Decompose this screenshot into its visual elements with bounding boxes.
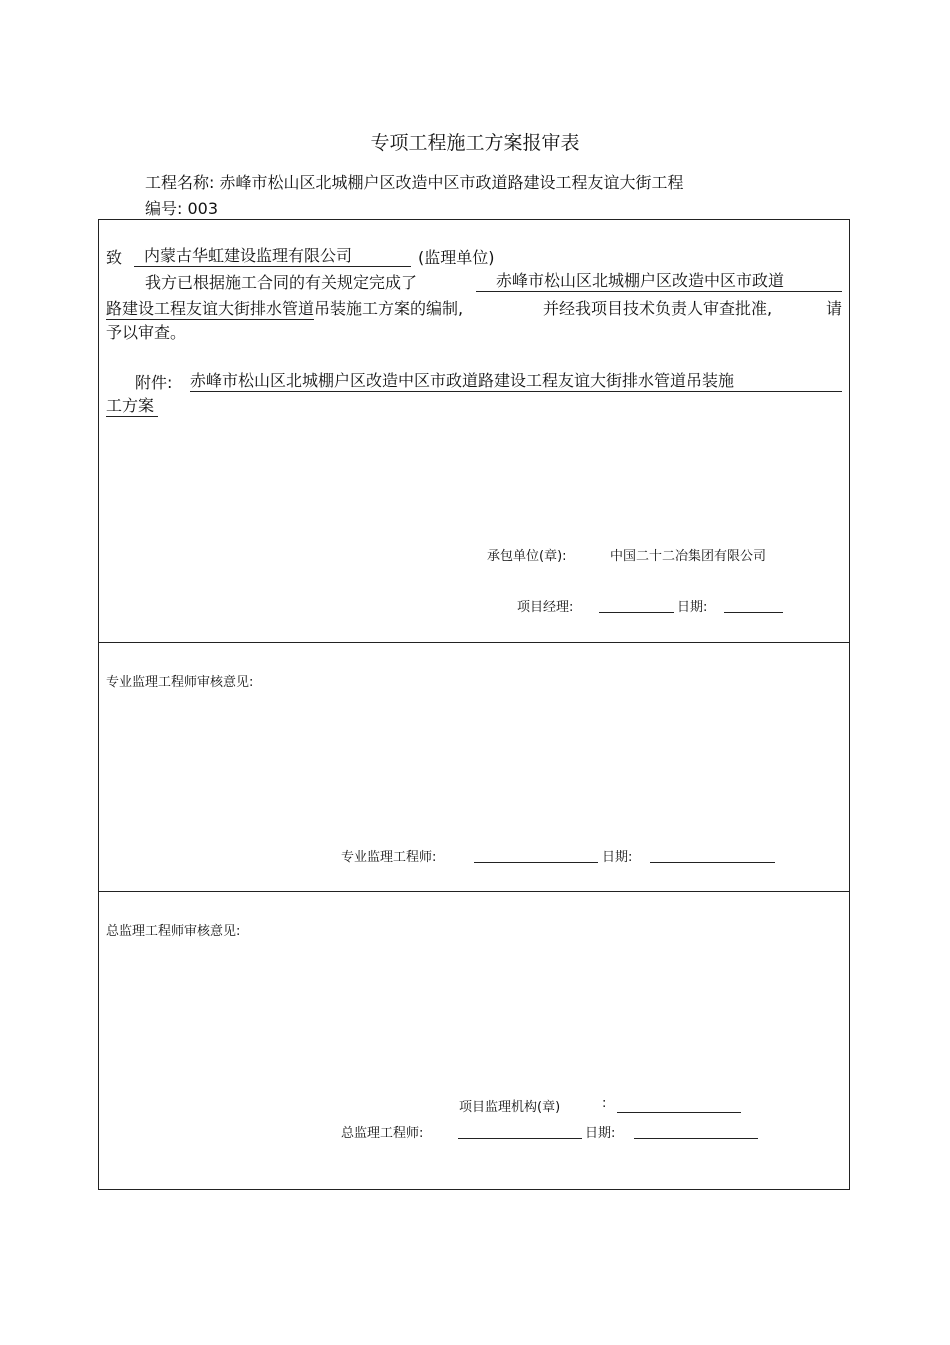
chief-engineer-label: 总监理工程师: bbox=[341, 1126, 424, 1141]
chief-review-heading: 总监理工程师审核意见: bbox=[106, 924, 241, 939]
supervision-org-blank bbox=[617, 1112, 741, 1113]
number-row bbox=[145, 196, 218, 219]
attachment-label: 附件: bbox=[135, 373, 173, 392]
supervision-org-colon: : bbox=[602, 1096, 607, 1111]
chief-date-blank bbox=[634, 1138, 758, 1139]
page-title: 专项工程施工方案报审表 bbox=[370, 132, 580, 154]
plan-name-part1: 赤峰市松山区北城棚户区改造中区市政道 bbox=[476, 270, 842, 292]
manager-date-blank bbox=[724, 612, 783, 613]
plan-name-part2: 路建设工程友谊大街排水管道 bbox=[106, 299, 315, 318]
supervision-org-label: 项目监理机构(章) bbox=[459, 1100, 561, 1115]
project-name-label: 工程名称: bbox=[145, 173, 215, 192]
project-name-value: 赤峰市松山区北城棚户区改造中区市政道路建设工程友谊大街工程 bbox=[219, 173, 684, 192]
engineer-date-label: 日期: bbox=[602, 850, 633, 865]
attachment-part1: 赤峰市松山区北城棚户区改造中区市政道路建设工程友谊大街排水管道吊装施 bbox=[190, 370, 842, 392]
engineer-review-heading: 专业监理工程师审核意见: bbox=[106, 675, 254, 690]
manager-date-label: 日期: bbox=[677, 600, 708, 615]
form-frame bbox=[98, 219, 850, 1190]
attachment-line-2 bbox=[106, 395, 158, 417]
supervisor-unit-suffix: (监理单位) bbox=[418, 248, 495, 267]
chief-date-label: 日期: bbox=[585, 1126, 616, 1141]
body-rest-3: 请 bbox=[826, 299, 843, 318]
number-label: 编号: bbox=[145, 199, 183, 218]
project-manager-label: 项目经理: bbox=[517, 600, 574, 615]
body-rest-2: 并经我项目技术负责人审查批准, bbox=[543, 299, 773, 318]
project-manager-blank bbox=[599, 612, 674, 613]
attachment-part2: 工方案 bbox=[106, 395, 158, 417]
body-prefix: 我方已根据施工合同的有关规定完成了 bbox=[145, 273, 418, 292]
body-end: 予以审查。 bbox=[106, 323, 187, 342]
section-divider-1 bbox=[98, 642, 850, 643]
contractor-label: 承包单位(章): bbox=[487, 549, 567, 564]
project-name-row bbox=[145, 170, 684, 193]
supervisor-unit-value: 内蒙古华虹建设监理有限公司 bbox=[134, 245, 411, 267]
to-label: 致 bbox=[106, 248, 123, 267]
contractor-value: 中国二十二冶集团有限公司 bbox=[610, 549, 767, 564]
number-value: 003 bbox=[187, 199, 219, 218]
chief-engineer-blank bbox=[458, 1138, 582, 1139]
body-rest: 吊装施工方案的编制, bbox=[314, 299, 464, 318]
plan-line-2 bbox=[106, 296, 463, 320]
engineer-label: 专业监理工程师: bbox=[341, 850, 437, 865]
engineer-date-blank bbox=[650, 862, 775, 863]
engineer-blank bbox=[474, 862, 598, 863]
section-divider-2 bbox=[98, 891, 850, 892]
